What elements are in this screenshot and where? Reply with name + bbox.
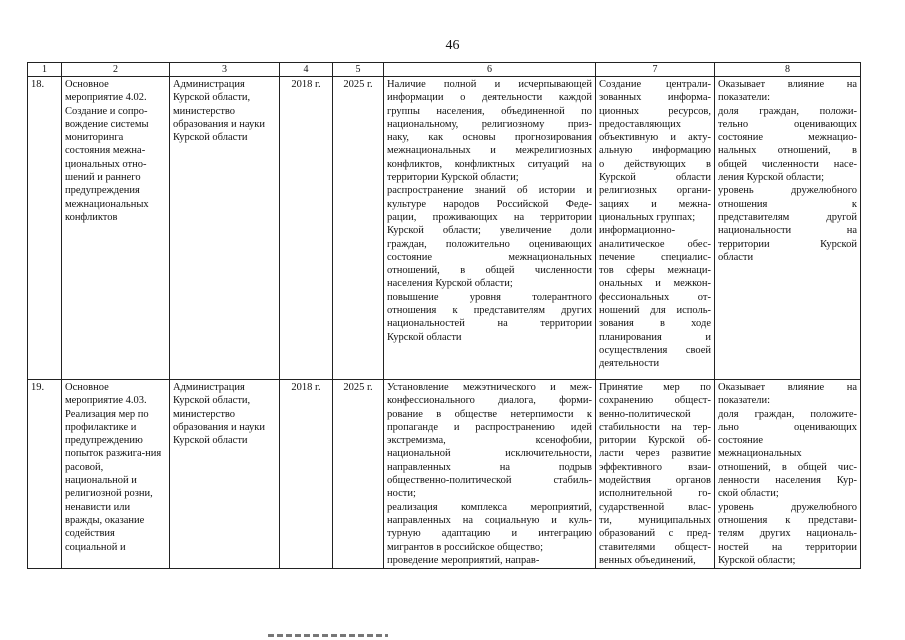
page-number: 46: [445, 38, 460, 53]
text-line: Оказывает влияние на: [718, 382, 857, 393]
text-line: межнациональных и межрелигиозных: [387, 145, 592, 157]
text-line: печение специалис-: [599, 251, 711, 263]
text-line: исполнительной го-: [599, 488, 711, 500]
text-line: ностей на территории: [718, 541, 857, 553]
text-line: уровень дружелюбного: [718, 185, 857, 197]
text-line: состояние межнацио-: [718, 132, 857, 144]
text-line: национальному, религиозному приз-: [387, 118, 592, 130]
text-line: мигрантов в российское общество;: [387, 541, 544, 553]
text-line: сударственной влас-: [599, 501, 711, 513]
text-line: венных объединений,: [599, 554, 696, 566]
text-line: информационно-: [599, 225, 676, 237]
text-line: ления Курской области;: [718, 172, 825, 184]
text-line: граждан, положительно оценивающих: [387, 238, 592, 250]
text-line: уровень дружелюбного: [718, 501, 857, 513]
indicators-cell: [715, 380, 861, 569]
row-number: 18.: [28, 77, 62, 380]
text-line: ласти через развитие: [599, 448, 711, 460]
text-line: образований с пред-: [599, 528, 711, 540]
text-line: ношений для исполь-: [599, 305, 711, 317]
text-line: Наличие полной и исчерпывающей: [387, 79, 592, 90]
text-line: общественно-политической стабиль-: [387, 475, 592, 487]
text-line: отношений, в общей чис-: [718, 461, 857, 473]
text-line: Курской области; увеличение доли: [387, 225, 592, 237]
text-line: распространение знаний об истории и: [387, 185, 592, 197]
text-line: турную адаптацию и интеграцию: [387, 528, 592, 540]
start-year-cell: 2018 г.: [280, 380, 333, 569]
text-line: показатели:: [718, 92, 771, 104]
text-line: информации о деятельности каждой: [387, 92, 592, 104]
text-line: ской области;: [718, 488, 779, 500]
text-line: общей численности насе-: [718, 158, 857, 170]
text-line: реализация комплекса мероприятий,: [387, 501, 592, 513]
text-line: эффективного взаи-: [599, 461, 711, 473]
text-line: территории Курской области;: [387, 172, 519, 184]
text-line: осуществления своей: [599, 344, 711, 356]
text-line: доля граждан, положите-: [718, 408, 857, 420]
text-line: циональных группах;: [599, 211, 696, 223]
text-line: деятельности: [599, 358, 660, 370]
problems-cell: [596, 380, 715, 569]
text-line: культуре народов Российской Феде-: [387, 198, 592, 210]
text-line: состояние межнациональных: [387, 251, 592, 263]
scan-artifact-mark: [268, 634, 388, 637]
text-line: доля граждан, положи-: [718, 105, 857, 117]
executor-cell: Администрация Курской области, министерство образования и науки Курской области: [170, 77, 280, 380]
text-line: состояние: [718, 435, 764, 447]
text-line: рации, проживающих на территории: [387, 211, 592, 223]
text-line: ленности населения Кур-: [718, 475, 857, 487]
text-line: Оказывает влияние на: [718, 79, 857, 90]
table-row: [28, 77, 861, 380]
header-cell: 4: [280, 63, 333, 77]
text-line: экстремизма, ксенофобии,: [387, 435, 592, 447]
text-line: зациях и межна-: [599, 198, 711, 210]
text-line: представителям другой: [718, 211, 857, 223]
text-line: ритории Курской об-: [599, 435, 711, 447]
text-line: отношений, в общей численности: [387, 265, 592, 277]
text-line: фессиональных от-: [599, 291, 711, 303]
header-cell: 5: [333, 63, 384, 77]
text-line: нальных отношений, в: [718, 145, 857, 157]
text-line: альную информацию: [599, 145, 711, 157]
text-line: национальной исключительности,: [387, 448, 592, 460]
text-line: показатели:: [718, 395, 771, 407]
text-line: ности;: [387, 488, 416, 500]
text-line: Принятие мер по: [599, 382, 711, 393]
text-line: Курской области;: [718, 554, 796, 566]
program-activities-table: [27, 62, 861, 569]
text-line: конфликтов, конфликтных ситуаций на: [387, 158, 592, 170]
problems-cell: [596, 77, 715, 380]
activity-cell: Основное мероприятие 4.02. Создание и сопро-вождение системы мониторинга состояния межна-циональных отно-шений и раннего предупреждения межнациональных конфликтов: [62, 77, 170, 380]
text-line: пропаганде и распространению идей: [387, 421, 592, 433]
text-line: отношения к представителям других: [387, 305, 592, 317]
text-line: ционных ресурсов,: [599, 105, 711, 117]
text-line: Курской области: [599, 172, 711, 184]
text-line: аналитическое обес-: [599, 238, 711, 250]
text-line: ставителями общест-: [599, 541, 711, 553]
header-cell: 3: [170, 63, 280, 77]
text-line: тов сферы межнаци-: [599, 265, 711, 277]
text-line: проведение мероприятий, направ-: [387, 554, 540, 566]
text-line: области: [718, 251, 754, 263]
text-line: зованных информа-: [599, 92, 711, 104]
header-row: [28, 63, 861, 77]
text-line: модействия органов: [599, 475, 711, 487]
text-line: отношения к представи-: [718, 514, 857, 526]
text-line: ональных и межкон-: [599, 278, 711, 290]
text-line: стабильности на тер-: [599, 421, 711, 433]
activity-cell: Основное мероприятие 4.03. Реализация мер по профилактике и предупреждению попыток разжига-ния расовой, национальной и религиозной розни, ненависти или вражды, оказание содействия социальной и: [62, 380, 170, 569]
text-line: о действующих в: [599, 158, 711, 170]
text-line: сохранению общест-: [599, 395, 711, 407]
text-line: межнациональных: [718, 448, 802, 460]
text-line: конфессионального диалога, форми-: [387, 395, 592, 407]
text-line: национальности на: [718, 225, 857, 237]
text-line: планирования и: [599, 331, 711, 343]
end-year-cell: 2025 г.: [333, 77, 384, 380]
executor-cell: Администрация Курской области, министерство образования и науки Курской области: [170, 380, 280, 569]
row-number: 19.: [28, 380, 62, 569]
text-line: венно-политической: [599, 408, 691, 420]
text-line: предоставляющих: [599, 118, 681, 130]
header-cell: 1: [28, 63, 62, 77]
header-cell: 2: [62, 63, 170, 77]
text-line: Установление межэтнического и меж-: [387, 382, 592, 393]
start-year-cell: 2018 г.: [280, 77, 333, 380]
table-row: [28, 380, 861, 569]
indicators-cell: [715, 77, 861, 380]
text-line: отношения к: [718, 198, 857, 210]
header-cell: 8: [715, 63, 861, 77]
text-line: льно оценивающих: [718, 421, 857, 433]
header-cell: 6: [384, 63, 596, 77]
text-line: зования в ходе: [599, 318, 711, 330]
text-line: Создание централи-: [599, 79, 711, 90]
result-cell: [384, 77, 596, 380]
text-line: группы населения, объединенной по: [387, 105, 592, 117]
text-line: территории Курской: [718, 238, 857, 250]
text-line: повышение уровня толерантного: [387, 291, 592, 303]
text-line: национальностей на территории: [387, 318, 592, 330]
result-cell: [384, 380, 596, 569]
header-cell: 7: [596, 63, 715, 77]
end-year-cell: 2025 г.: [333, 380, 384, 569]
text-line: Курской области: [387, 331, 462, 343]
text-line: религиозных органи-: [599, 185, 711, 197]
text-line: наку, как основы прогнозирования: [387, 132, 592, 144]
text-line: населения Курской области;: [387, 278, 513, 290]
text-line: ти, муниципальных: [599, 514, 711, 526]
text-line: направленных на подрыв: [387, 461, 592, 473]
text-line: рование в обществе нетерпимости к: [387, 408, 592, 420]
text-line: направленных на социальную и куль-: [387, 514, 592, 526]
text-line: объективную и акту-: [599, 132, 711, 144]
text-line: телям других националь-: [718, 528, 857, 540]
text-line: тельно оценивающих: [718, 118, 857, 130]
